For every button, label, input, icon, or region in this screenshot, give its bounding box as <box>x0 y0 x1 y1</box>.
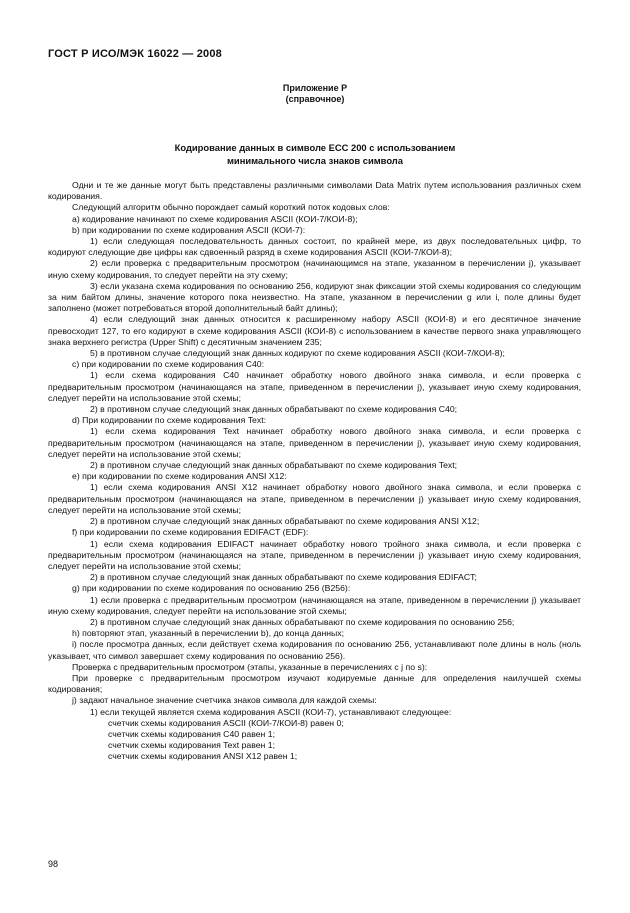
page-number: 98 <box>48 859 59 869</box>
paragraph: счетчик схемы кодирования ASCII (КОИ-7/КОИ-8) равен 0; <box>108 717 344 728</box>
paragraph: Проверка с предварительным просмотром (этапы, указанные в перечислениях с j по s): <box>72 661 428 672</box>
paragraph: f) при кодировании по схеме кодирования EDIFACT (EDF): <box>72 527 309 538</box>
section-title-line2: минимального числа знаков символа <box>227 155 403 166</box>
paragraph: d) При кодировании по схеме кодирования Text: <box>72 415 267 426</box>
paragraph: Одни и те же данные могут быть представлены различными символами Data Matrix путем использования различных схем кодирования. <box>48 180 581 202</box>
paragraph: g) при кодировании по схеме кодирования по основанию 256 (B256): <box>72 583 351 594</box>
paragraph: 1) если схема кодирования ANSI X12 начинает обработку нового двойного знака символа, и если проверка с предварительным просмотром (начинающаяся на этапе, приведенном в перечислении j) указывает иную схему кодирования, следует перейти на использование этой схемы; <box>48 482 581 515</box>
paragraph: 1) если схема кодирования Text начинает обработку нового двойного знака символа, и если проверка с предварительным просмотром (начинающаяся на этапе, приведенном в перечислении j), указывает иную схему кодирования, следует перейти на использование этой схемы; <box>48 426 581 459</box>
paragraph: j) задают начальное значение счетчика знаков символа для каждой схемы: <box>72 695 377 706</box>
paragraph: b) при кодировании по схеме кодирования ASCII (КОИ-7): <box>72 224 306 235</box>
paragraph: e) при кодировании по схеме кодирования ANSI X12: <box>72 471 287 482</box>
paragraph: 1) если схема кодирования C40 начинает обработку нового двойного знака символа, и если проверка с предварительным просмотром (начинающаяся на этапе, приведенном в перечислении j), указывает иную схему кодирования, следует перейти на использование этой схемы; <box>48 370 581 403</box>
annex-title: Приложение Р <box>282 83 348 93</box>
paragraph: счетчик схемы кодирования Text равен 1; <box>108 740 275 751</box>
paragraph: Следующий алгоритм обычно порождает самый короткий поток кодовых слов: <box>72 202 390 213</box>
paragraph: 5) в противном случае следующий знак данных кодируют по схеме кодирования ASCII (КОИ-7/КОИ-8); <box>90 348 505 359</box>
paragraph: счетчик схемы кодирования ANSI X12 равен 1; <box>108 751 298 762</box>
paragraph: 3) если указана схема кодирования по основанию 256, кодируют знак фиксации этой схемы кодирования со следующим за ним байтом длины, значение которого пока неизвестно. На этапе, указанном в перечислении g или i, поле длины будет заполнено (может потребоваться второй дополнительный байт длины); <box>48 280 581 314</box>
paragraph: 2) в противном случае следующий знак данных обрабатывают по схеме кодирования C40; <box>90 404 458 415</box>
paragraph: i) после просмотра данных, если действует схема кодирования по основанию 256, устанавливают поле длины в ноль (ноль указывает, что символ завершает схему кодирования по основанию 256). <box>48 639 581 661</box>
body-text <box>48 180 581 763</box>
paragraph: h) повторяют этап, указанный в перечислении b), до конца данных; <box>72 628 345 639</box>
paragraph: счетчик схемы кодирования C40 равен 1; <box>108 728 275 739</box>
paragraph: 4) если следующий знак данных относится к расширенному набору ASCII (КОИ-8) и его десятичное значение превосходит 127, то его кодируют в схеме кодирования ASCII (КОИ-8) с использованием в качестве первого знака управляющего знака верхнего регистра (Upper Shift) с десятичным значением 235; <box>48 314 581 347</box>
paragraph: При проверке с предварительным просмотром изучают кодируемые данные для определения наилучшей схемы кодирования; <box>48 672 581 695</box>
paragraph: 1) если схема кодирования EDIFACT начинает обработку нового тройного знака символа, и если проверка с предварительным просмотром (начинающаяся на этапе, приведенном в перечислении j) указывает иную схему кодирования, следует перейти на использование этой схемы; <box>48 538 581 571</box>
paragraph: 2) если проверка с предварительным просмотром (начинающимся на этапе, указанном в перечислении j), указывает иную схему кодирования, то следует перейти на эту схему; <box>48 258 581 280</box>
paragraph: 1) если проверка с предварительным просмотром (начинающаяся на этапе, приведенном в перечислении j) указывает иную схему кодирования, следует перейти на использование этой схемы; <box>48 594 581 616</box>
paragraph: 2) в противном случае следующий знак данных обрабатывают по схеме кодирования ANSI X12; <box>90 516 480 527</box>
paragraph: 2) в противном случае следующий знак данных обрабатывают по схеме кодирования по основанию 256; <box>90 616 515 627</box>
paragraph: 1) если текущей является схема кодирования ASCII (КОИ-7), устанавливают следующее: <box>90 706 452 717</box>
document-header: ГОСТ Р ИСО/МЭК 16022 — 2008 <box>48 48 223 60</box>
section-title-line1: Кодирование данных в символе ECC 200 с использованием <box>174 142 456 153</box>
paragraph: 1) если следующая последовательность данных состоит, по крайней мере, из двух последовательных цифр, то кодируют следующие две цифры как сдвоенный разряд в схеме кодирования ASCII (КОИ-7/КОИ-8); <box>48 236 581 258</box>
paragraph: c) при кодировании по схеме кодирования C40: <box>72 359 265 370</box>
paragraph: 2) в противном случае следующий знак данных обрабатывают по схеме кодирования EDIFACT; <box>90 572 477 583</box>
paragraph: 2) в противном случае следующий знак данных обрабатывают по схеме кодирования Text; <box>90 460 458 471</box>
annex-note: (справочное) <box>285 94 345 104</box>
paragraph: a) кодирование начинают по схеме кодирования ASCII (КОИ-7/КОИ-8); <box>72 213 358 224</box>
